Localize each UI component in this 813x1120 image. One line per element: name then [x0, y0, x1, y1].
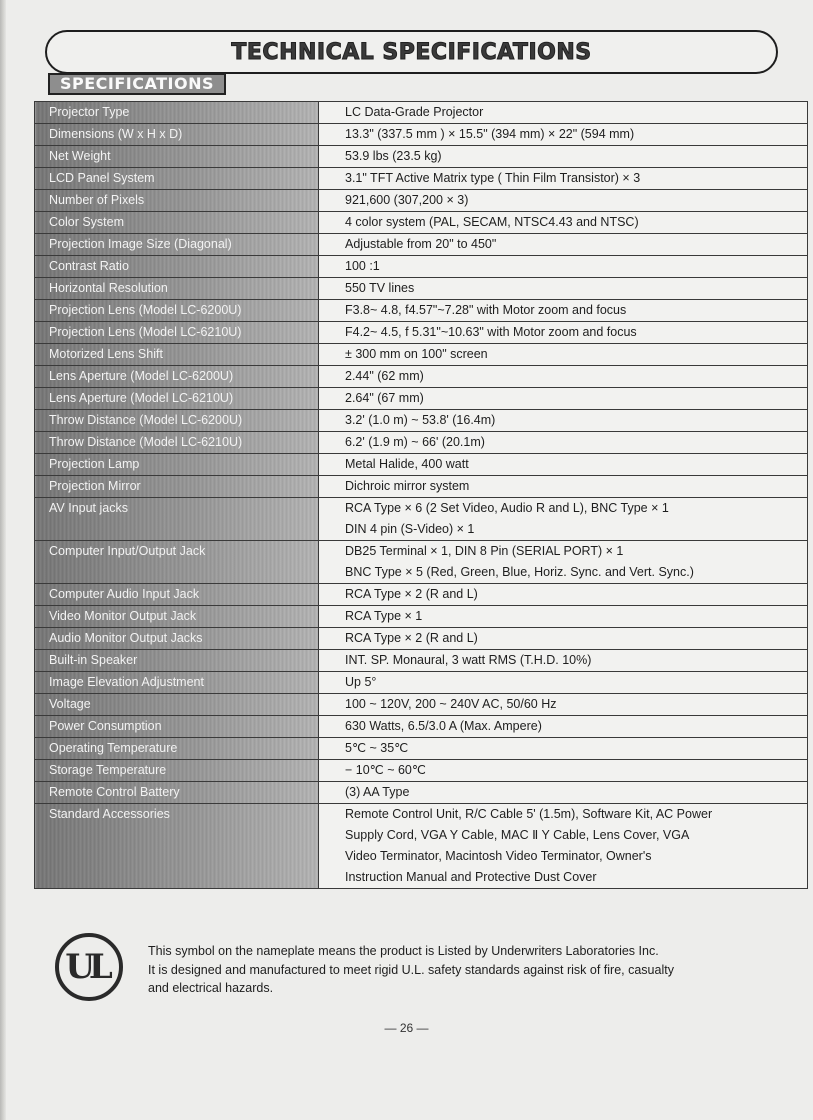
spec-value	[319, 212, 808, 234]
spec-row	[35, 606, 808, 628]
spec-value-line: 2.44" (62 mm)	[345, 369, 424, 383]
spec-value-line: Remote Control Unit, R/C Cable 5' (1.5m), Software Kit, AC Power	[345, 807, 713, 821]
spec-row	[35, 190, 808, 212]
spec-row	[35, 760, 808, 782]
spec-label: Horizontal Resolution	[35, 278, 319, 300]
spec-label: Standard Accessories	[35, 804, 319, 889]
spec-row	[35, 410, 808, 432]
spec-value	[319, 234, 808, 256]
spec-value	[319, 694, 808, 716]
spec-row	[35, 498, 808, 541]
title-banner	[45, 30, 778, 74]
spec-value	[319, 584, 808, 606]
spec-value-line: DB25 Terminal × 1, DIN 8 Pin (SERIAL PORT) × 1	[345, 544, 624, 558]
section-heading: SPECIFICATIONS	[48, 73, 226, 95]
spec-row	[35, 650, 808, 672]
spec-row	[35, 146, 808, 168]
spec-value	[319, 366, 808, 388]
spec-value-line: 100 ~ 120V, 200 ~ 240V AC, 50/60 Hz	[345, 697, 557, 711]
spec-value-line: 550 TV lines	[345, 281, 415, 295]
spec-row	[35, 628, 808, 650]
spec-row	[35, 694, 808, 716]
ul-note-line: and electrical hazards.	[148, 981, 274, 995]
spec-table-body	[35, 102, 808, 889]
spec-label: Computer Audio Input Jack	[35, 584, 319, 606]
spec-label: Projection Lens (Model LC-6210U)	[35, 322, 319, 344]
spec-label: Audio Monitor Output Jacks	[35, 628, 319, 650]
spec-row	[35, 124, 808, 146]
spec-value	[319, 782, 808, 804]
spec-value	[319, 300, 808, 322]
spec-value-line: RCA Type × 2 (R and L)	[345, 587, 478, 601]
spec-value-line: 13.3" (337.5 mm ) × 15.5" (394 mm) × 22" (594 mm)	[345, 127, 635, 141]
page-edge	[0, 0, 6, 1120]
spec-value-line: 921,600 (307,200 × 3)	[345, 193, 469, 207]
spec-label: Number of Pixels	[35, 190, 319, 212]
spec-value-line: − 10℃ ~ 60℃	[345, 763, 426, 777]
spec-value	[319, 278, 808, 300]
spec-value-line: RCA Type × 6 (2 Set Video, Audio R and L), BNC Type × 1	[345, 501, 669, 515]
spec-value	[319, 388, 808, 410]
spec-value	[319, 102, 808, 124]
spec-row	[35, 454, 808, 476]
spec-row	[35, 432, 808, 454]
spec-value-line: 53.9 lbs (23.5 kg)	[345, 149, 442, 163]
spec-row	[35, 278, 808, 300]
spec-value	[319, 344, 808, 366]
spec-value-line: 100 :1	[345, 259, 380, 273]
spec-row	[35, 672, 808, 694]
spec-label: Lens Aperture (Model LC-6210U)	[35, 388, 319, 410]
spec-label: Power Consumption	[35, 716, 319, 738]
page-title: TECHNICAL SPECIFICATIONS	[231, 39, 592, 65]
spec-table	[34, 101, 808, 889]
spec-label: Projection Lens (Model LC-6200U)	[35, 300, 319, 322]
spec-value-line: RCA Type × 2 (R and L)	[345, 631, 478, 645]
spec-value	[319, 454, 808, 476]
spec-row	[35, 541, 808, 584]
spec-row	[35, 738, 808, 760]
spec-row	[35, 322, 808, 344]
spec-value-line: 3.1" TFT Active Matrix type ( Thin Film Transistor) × 3	[345, 171, 641, 185]
spec-value	[319, 650, 808, 672]
spec-value	[319, 760, 808, 782]
spec-row	[35, 344, 808, 366]
spec-value	[319, 322, 808, 344]
ul-notice	[55, 933, 775, 1003]
spec-value-line: BNC Type × 5 (Red, Green, Blue, Horiz. Sync. and Vert. Sync.)	[345, 565, 694, 579]
spec-value	[319, 606, 808, 628]
spec-row	[35, 388, 808, 410]
spec-value	[319, 432, 808, 454]
spec-value-line: 630 Watts, 6.5/3.0 A (Max. Ampere)	[345, 719, 542, 733]
spec-value-line: DIN 4 pin (S-Video) × 1	[345, 522, 475, 536]
spec-value-line: Metal Halide, 400 watt	[345, 457, 469, 471]
page-number: — 26 —	[384, 1021, 429, 1035]
spec-row	[35, 256, 808, 278]
spec-value	[319, 804, 808, 889]
ul-note-text	[148, 942, 778, 998]
spec-row	[35, 366, 808, 388]
spec-value	[319, 146, 808, 168]
spec-value-line: 5℃ ~ 35℃	[345, 741, 409, 755]
spec-value-line: RCA Type × 1	[345, 609, 423, 623]
spec-value-line: Up 5°	[345, 675, 377, 689]
spec-value	[319, 168, 808, 190]
spec-label: Lens Aperture (Model LC-6200U)	[35, 366, 319, 388]
spec-row	[35, 168, 808, 190]
ul-note-line: This symbol on the nameplate means the product is Listed by Underwriters Laboratories Inc.	[148, 944, 659, 958]
spec-label: Projector Type	[35, 102, 319, 124]
spec-value-line: 6.2' (1.9 m) ~ 66' (20.1m)	[345, 435, 485, 449]
ul-logo	[55, 933, 123, 1001]
spec-label: Voltage	[35, 694, 319, 716]
spec-value	[319, 628, 808, 650]
spec-value-line: LC Data-Grade Projector	[345, 105, 484, 119]
spec-label: Motorized Lens Shift	[35, 344, 319, 366]
spec-value	[319, 476, 808, 498]
spec-value	[319, 410, 808, 432]
spec-label: AV Input jacks	[35, 498, 319, 541]
spec-value	[319, 256, 808, 278]
spec-value	[319, 124, 808, 146]
spec-value-line: F4.2~ 4.5, f 5.31"~10.63" with Motor zoom and focus	[345, 325, 637, 339]
spec-label: LCD Panel System	[35, 168, 319, 190]
spec-value	[319, 672, 808, 694]
spec-value	[319, 190, 808, 212]
spec-value-line: 3.2' (1.0 m) ~ 53.8' (16.4m)	[345, 413, 496, 427]
spec-label: Throw Distance (Model LC-6210U)	[35, 432, 319, 454]
spec-label: Image Elevation Adjustment	[35, 672, 319, 694]
spec-label: Computer Input/Output Jack	[35, 541, 319, 584]
spec-row	[35, 212, 808, 234]
spec-label: Projection Lamp	[35, 454, 319, 476]
spec-value-line: Supply Cord, VGA Y Cable, MAC Ⅱ Y Cable, Lens Cover, VGA	[345, 828, 690, 842]
spec-label: Built-in Speaker	[35, 650, 319, 672]
spec-row	[35, 804, 808, 889]
spec-row	[35, 300, 808, 322]
spec-value	[319, 498, 808, 541]
spec-row	[35, 584, 808, 606]
spec-value-line: Instruction Manual and Protective Dust Cover	[345, 870, 597, 884]
spec-value	[319, 738, 808, 760]
ul-note-line: It is designed and manufactured to meet rigid U.L. safety standards against risk of fire, casualty	[148, 962, 674, 977]
spec-label: Throw Distance (Model LC-6200U)	[35, 410, 319, 432]
spec-row	[35, 716, 808, 738]
spec-label: Operating Temperature	[35, 738, 319, 760]
spec-value-line: ± 300 mm on 100" screen	[345, 347, 488, 361]
spec-value	[319, 716, 808, 738]
spec-value-line: Dichroic mirror system	[345, 479, 470, 493]
spec-value-line: (3) AA Type	[345, 785, 410, 799]
spec-label: Projection Image Size (Diagonal)	[35, 234, 319, 256]
spec-value-line: 4 color system (PAL, SECAM, NTSC4.43 and NTSC)	[345, 215, 639, 229]
spec-label: Projection Mirror	[35, 476, 319, 498]
spec-label: Remote Control Battery	[35, 782, 319, 804]
spec-label: Video Monitor Output Jack	[35, 606, 319, 628]
spec-label: Net Weight	[35, 146, 319, 168]
spec-row	[35, 782, 808, 804]
spec-label: Dimensions (W x H x D)	[35, 124, 319, 146]
spec-value-line: F3.8~ 4.8, f4.57"~7.28" with Motor zoom and focus	[345, 303, 627, 317]
spec-label: Color System	[35, 212, 319, 234]
ul-logo-text: UL	[65, 947, 107, 987]
spec-label: Storage Temperature	[35, 760, 319, 782]
spec-value-line: INT. SP. Monaural, 3 watt RMS (T.H.D. 10%)	[345, 653, 592, 667]
spec-row	[35, 102, 808, 124]
spec-row	[35, 234, 808, 256]
spec-label: Contrast Ratio	[35, 256, 319, 278]
spec-value-line: Adjustable from 20" to 450"	[345, 237, 497, 251]
spec-value-line: Video Terminator, Macintosh Video Terminator, Owner's	[345, 849, 652, 863]
spec-value-line: 2.64" (67 mm)	[345, 391, 424, 405]
spec-row	[35, 476, 808, 498]
spec-value	[319, 541, 808, 584]
